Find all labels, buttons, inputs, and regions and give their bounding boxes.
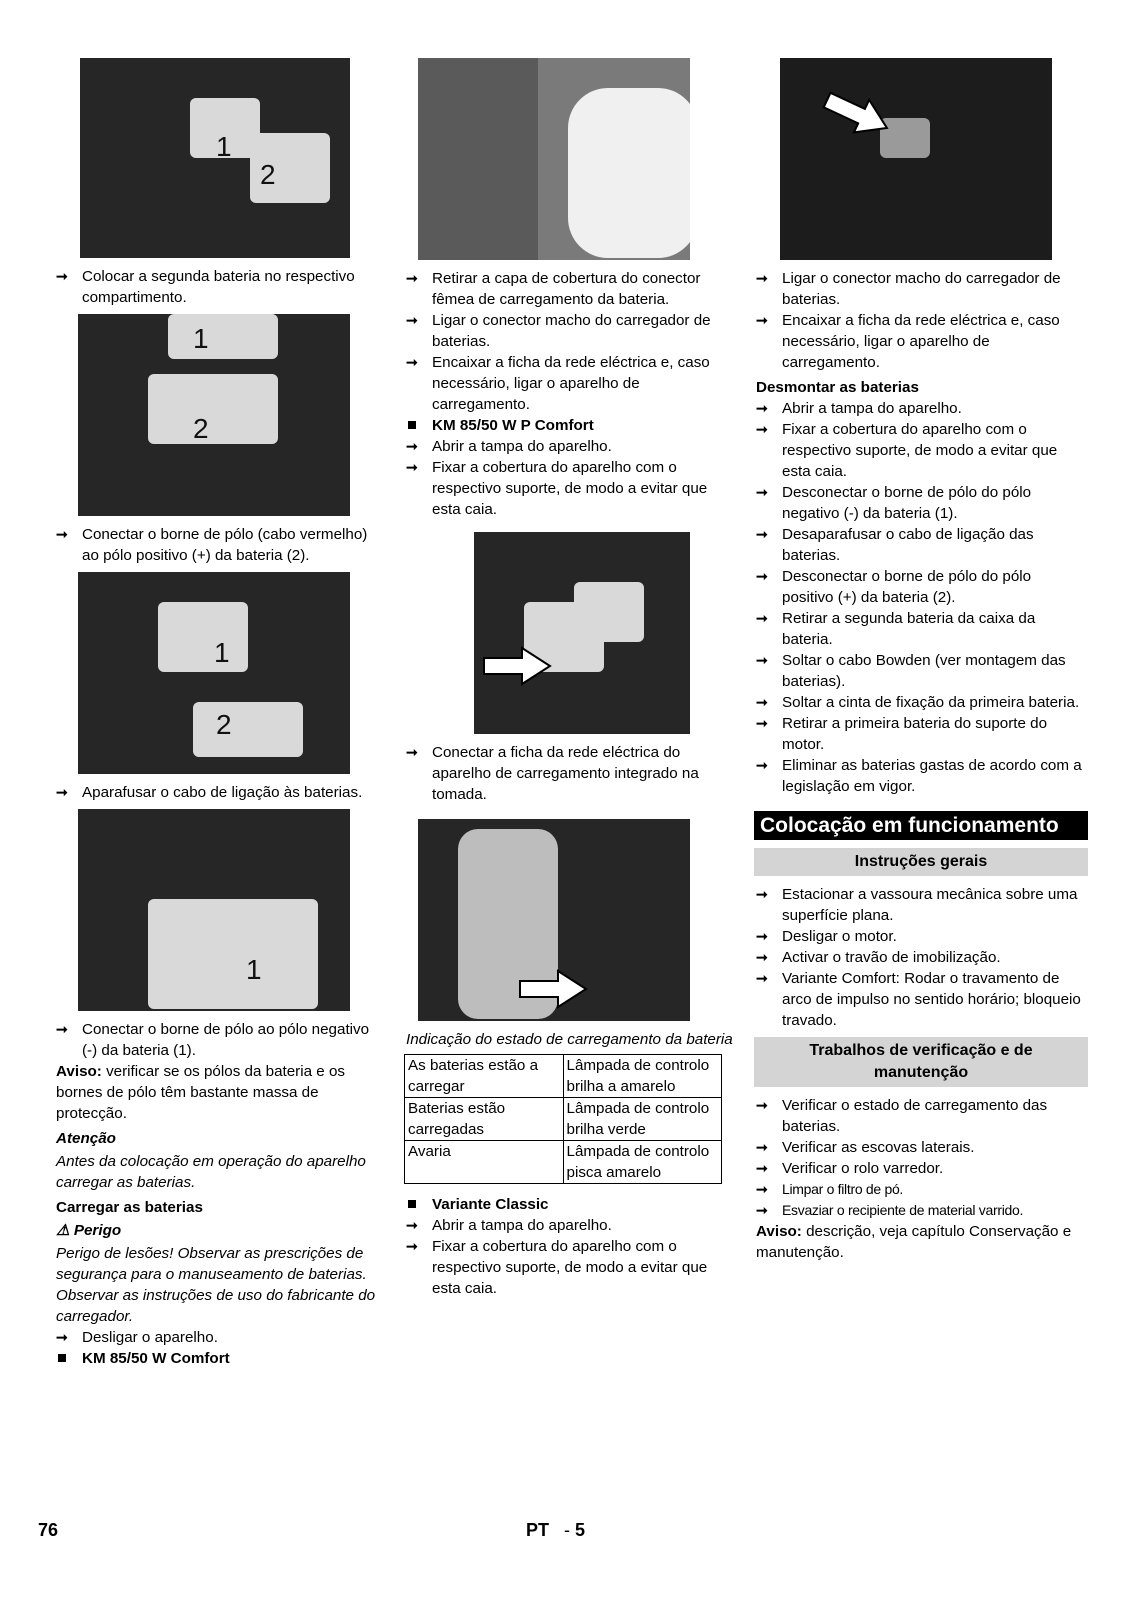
- table-cell: As baterias estão a carregar: [405, 1055, 564, 1098]
- step: ➞ Desligar o aparelho.: [56, 1327, 386, 1348]
- step: ➞ Variante Comfort: Rodar o travamento de arco de impulso no sentido horário; bloqueio travado.: [756, 968, 1086, 1031]
- step: ➞ Desconectar o borne de pólo do pólo positivo (+) da bateria (2).: [756, 566, 1086, 608]
- photo-charger-plug: [780, 58, 1052, 260]
- atencao-text: Antes da colocação em operação do aparelho carregar as baterias.: [56, 1153, 366, 1191]
- step: ➞ Estacionar a vassoura mecânica sobre uma superfície plana.: [756, 884, 1086, 926]
- step: ➞ Limpar o filtro de pó.: [756, 1179, 1086, 1200]
- section-title: Colocação em funcionamento: [754, 811, 1088, 840]
- atencao-title: Atenção: [56, 1130, 116, 1147]
- step: ➞ Retirar a segunda bateria da caixa da bateria.: [756, 608, 1086, 650]
- label-1: 1: [216, 131, 232, 162]
- step: ➞ Verificar o rolo varredor.: [756, 1158, 1086, 1179]
- subsection-title: Trabalhos de verificação e de manutenção: [754, 1037, 1088, 1087]
- step: ➞ Desconectar o borne de pólo do pólo negativo (-) da bateria (1).: [756, 482, 1086, 524]
- table-cell: Baterias estão carregadas: [405, 1098, 564, 1141]
- step: ➞ Activar o travão de imobilização.: [756, 947, 1086, 968]
- pointer-arrow-icon: [482, 646, 552, 686]
- step: ➞ Encaixar a ficha da rede eléctrica e, caso necessário, ligar o aparelho de carregamento.: [406, 352, 736, 415]
- aviso-text: descrição, veja capítulo Conservação e manutenção.: [756, 1223, 1072, 1261]
- subsection-title: Instruções gerais: [754, 848, 1088, 876]
- step: ➞ Fixar a cobertura do aparelho com o respectivo suporte, de modo a evitar que esta caia.: [756, 419, 1086, 482]
- step: ➞ Retirar a primeira bateria do suporte do motor.: [756, 713, 1086, 755]
- column-3: [756, 58, 1086, 1263]
- step: ➞ Abrir a tampa do aparelho.: [756, 398, 1086, 419]
- perigo-text: Perigo de lesões! Observar as prescrições de segurança para o manuseamento de baterias. Observar as instruções de uso do fabricante do carregador.: [56, 1245, 376, 1325]
- step: ➞ Verificar o estado de carregamento das baterias.: [756, 1095, 1086, 1137]
- column-1: [56, 58, 386, 1369]
- aviso-note: [756, 1221, 1086, 1263]
- perigo-title: Perigo: [73, 1222, 122, 1239]
- label-1: 1: [193, 323, 209, 354]
- label-2: 2: [193, 413, 209, 444]
- status-table: [404, 1054, 722, 1184]
- page-number: 76: [38, 1520, 59, 1540]
- desmontar-heading: Desmontar as baterias: [756, 379, 919, 396]
- step: ➞ Desaparafusar o cabo de ligação das baterias.: [756, 524, 1086, 566]
- step: ➞ Esvaziar o recipiente de material varrido.: [756, 1200, 1086, 1221]
- step: ➞ Fixar a cobertura do aparelho com o respectivo suporte, de modo a evitar que esta caia.: [406, 1236, 736, 1299]
- table-row: [405, 1055, 722, 1098]
- step: ➞ Aparafusar o cabo de ligação às baterias.: [56, 782, 386, 803]
- step: ➞ Ligar o conector macho do carregador de baterias.: [406, 310, 736, 352]
- model-heading: KM 85/50 W Comfort: [56, 1348, 386, 1369]
- label-1: 1: [246, 954, 262, 985]
- perigo-heading: [56, 1220, 386, 1241]
- table-row: [405, 1098, 722, 1141]
- table-cell: Lâmpada de controlo brilha a amarelo: [563, 1055, 722, 1098]
- column-2: [406, 58, 736, 1299]
- table-cell: Lâmpada de controlo pisca amarelo: [563, 1141, 722, 1184]
- photo-charge-indicator: [418, 819, 690, 1021]
- table-row: [405, 1141, 722, 1184]
- step: ➞ Colocar a segunda bateria no respectivo compartimento.: [56, 266, 386, 308]
- photo-battery-cable: [78, 572, 350, 774]
- footer-lang: [526, 1520, 585, 1541]
- step: ➞ Soltar a cinta de fixação da primeira bateria.: [756, 692, 1086, 713]
- step: ➞ Retirar a capa de cobertura do conector fêmea de carregamento da bateria.: [406, 268, 736, 310]
- step: ➞ Conectar a ficha da rede eléctrica do aparelho de carregamento integrado na tomada.: [406, 742, 736, 805]
- section-page: 5: [575, 1520, 586, 1540]
- step: ➞ Ligar o conector macho do carregador de baterias.: [756, 268, 1086, 310]
- model-heading: Variante Classic: [406, 1194, 736, 1215]
- photo-battery-negative: [78, 809, 350, 1011]
- step: ➞ Encaixar a ficha da rede eléctrica e, caso necessário, ligar o aparelho de carregamento.: [756, 310, 1086, 373]
- step: ➞ Verificar as escovas laterais.: [756, 1137, 1086, 1158]
- table-caption: Indicação do estado de carregamento da bateria: [406, 1031, 733, 1048]
- pointer-arrow-icon: [518, 969, 588, 1009]
- step: ➞ Conectar o borne de pólo ao pólo negativo (-) da bateria (1).: [56, 1019, 386, 1061]
- step: ➞ Conectar o borne de pólo (cabo vermelho) ao pólo positivo (+) da bateria (2).: [56, 524, 386, 566]
- label-2: 2: [216, 709, 232, 740]
- photo-charging-socket: [418, 58, 690, 260]
- label-1: 1: [214, 637, 230, 668]
- step: ➞ Abrir a tampa do aparelho.: [406, 436, 736, 457]
- aviso-label: Aviso:: [56, 1063, 102, 1080]
- step: ➞ Soltar o cabo Bowden (ver montagem das baterias).: [756, 650, 1086, 692]
- photo-battery-pole: [78, 314, 350, 516]
- table-cell: Avaria: [405, 1141, 564, 1184]
- lang-code: PT: [526, 1520, 550, 1540]
- step: ➞ Desligar o motor.: [756, 926, 1086, 947]
- aviso-text: verificar se os pólos da bateria e os bornes de pólo têm bastante massa de protecção.: [56, 1063, 345, 1122]
- step: ➞ Fixar a cobertura do aparelho com o respectivo suporte, de modo a evitar que esta caia.: [406, 457, 736, 520]
- photo-integrated-charger: [474, 532, 690, 734]
- step: ➞ Eliminar as baterias gastas de acordo com a legislação em vigor.: [756, 755, 1086, 797]
- table-cell: Lâmpada de controlo brilha verde: [563, 1098, 722, 1141]
- warning-triangle-icon: ⚠: [56, 1222, 70, 1239]
- carregar-heading: Carregar as baterias: [56, 1199, 203, 1216]
- model-heading: KM 85/50 W P Comfort: [406, 415, 736, 436]
- aviso-note: [56, 1061, 386, 1124]
- label-2: 2: [260, 159, 276, 190]
- step: ➞ Abrir a tampa do aparelho.: [406, 1215, 736, 1236]
- footer-separator: -: [564, 1520, 571, 1540]
- photo-battery-insert: [80, 58, 350, 258]
- aviso-label: Aviso:: [756, 1223, 802, 1240]
